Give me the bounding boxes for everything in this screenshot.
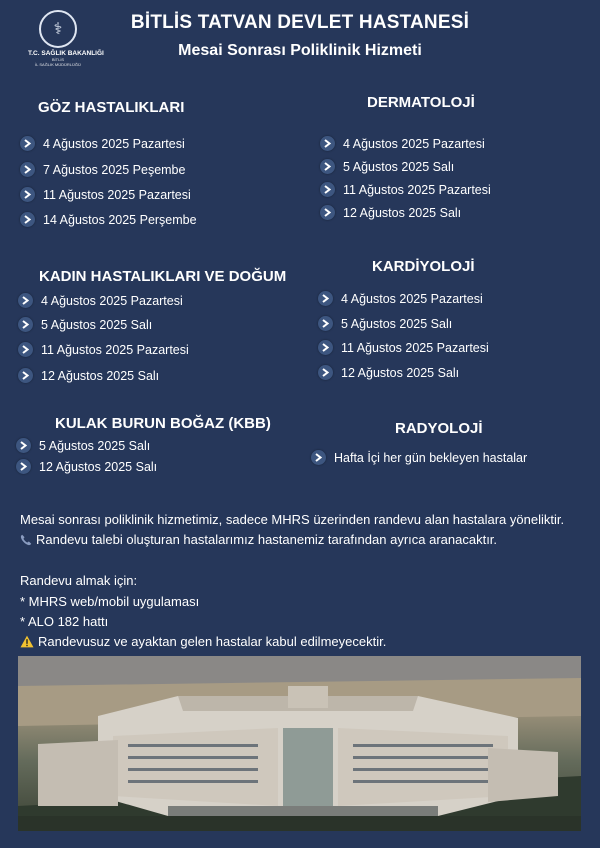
list-item: 11 Ağustos 2025 Pazartesi [20, 187, 191, 202]
list-item: 4 Ağustos 2025 Pazartesi [318, 291, 483, 306]
chevron-right-icon [311, 450, 326, 465]
chevron-right-icon [320, 182, 335, 197]
chevron-right-icon [318, 365, 333, 380]
list-item: 5 Ağustos 2025 Salı [320, 159, 454, 174]
info-line-2-text: Randevu talebi oluşturan hastalarımız hastanemiz tarafından ayrıca aranacaktır. [36, 532, 498, 547]
chevron-right-icon [320, 136, 335, 151]
section-title-goz: GÖZ HASTALIKLARI [38, 99, 185, 116]
info-line-5: * ALO 182 hattı [20, 614, 109, 629]
list-item: 4 Ağustos 2025 Pazartesi [20, 136, 185, 151]
info-line-6 [20, 632, 386, 655]
chevron-right-icon [18, 293, 33, 308]
list-item: 14 Ağustos 2025 Perşembe [20, 212, 197, 227]
list-item: 11 Ağustos 2025 Pazartesi [320, 182, 491, 197]
list-item: 4 Ağustos 2025 Pazartesi [320, 136, 485, 151]
page-subtitle: Mesai Sonrası Poliklinik Hizmeti [178, 42, 422, 59]
chevron-right-icon [20, 136, 35, 151]
logo-line2: BİTLİS [51, 57, 65, 62]
list-item: 5 Ağustos 2025 Salı [318, 316, 452, 331]
chevron-right-icon [318, 316, 333, 331]
info-line-2 [20, 530, 497, 553]
list-item: Hafta İçi her gün bekleyen hastalar [311, 450, 527, 465]
chevron-right-icon [320, 205, 335, 220]
chevron-right-icon [20, 162, 35, 177]
section-title-dermatoloji: DERMATOLOJİ [367, 94, 475, 111]
phone-icon [20, 532, 32, 553]
chevron-right-icon [318, 340, 333, 355]
chevron-right-icon [18, 342, 33, 357]
list-item: 12 Ağustos 2025 Salı [318, 365, 459, 380]
list-item: 12 Ağustos 2025 Salı [320, 205, 461, 220]
chevron-right-icon [20, 187, 35, 202]
logo-line1: T.C. SAĞLIK BAKANLIĞI [28, 50, 104, 57]
list-item: 5 Ağustos 2025 Salı [16, 438, 150, 453]
logo-line3: İL SAĞLIK MÜDÜRLÜĞÜ [35, 62, 81, 67]
list-item: 4 Ağustos 2025 Pazartesi [18, 293, 183, 308]
chevron-right-icon [320, 159, 335, 174]
section-title-kadin: KADIN HASTALIKLARI VE DOĞUM [39, 268, 287, 285]
list-item: 11 Ağustos 2025 Pazartesi [318, 340, 489, 355]
page-title: BİTLİS TATVAN DEVLET HASTANESİ [130, 12, 470, 33]
chevron-right-icon [18, 368, 33, 383]
list-item: 12 Ağustos 2025 Salı [16, 459, 157, 474]
chevron-right-icon [18, 317, 33, 332]
info-line-4: * MHRS web/mobil uygulaması [20, 594, 200, 609]
caduceus-icon: ⚕ [39, 10, 77, 48]
section-title-kardiyoloji: KARDİYOLOJİ [372, 258, 475, 275]
chevron-right-icon [16, 438, 31, 453]
hospital-photo [18, 656, 581, 831]
info-line-6-text: Randevusuz ve ayaktan gelen hastalar kabul edilmeyecektir. [38, 634, 387, 649]
section-title-radyoloji: RADYOLOJİ [395, 420, 483, 437]
section-title-kbb: KULAK BURUN BOĞAZ (KBB) [55, 415, 271, 432]
info-line-3: Randevu almak için: [20, 573, 138, 588]
info-line-1: Mesai sonrası poliklinik hizmetimiz, sadece MHRS üzerinden randevu alan hastalara yöneliktir. [20, 512, 565, 527]
list-item: 11 Ağustos 2025 Pazartesi [18, 342, 189, 357]
chevron-right-icon [318, 291, 333, 306]
warning-icon [20, 634, 34, 655]
list-item: 7 Ağustos 2025 Peşembe [20, 162, 185, 177]
chevron-right-icon [20, 212, 35, 227]
list-item: 5 Ağustos 2025 Salı [18, 317, 152, 332]
chevron-right-icon [16, 459, 31, 474]
list-item: 12 Ağustos 2025 Salı [18, 368, 159, 383]
